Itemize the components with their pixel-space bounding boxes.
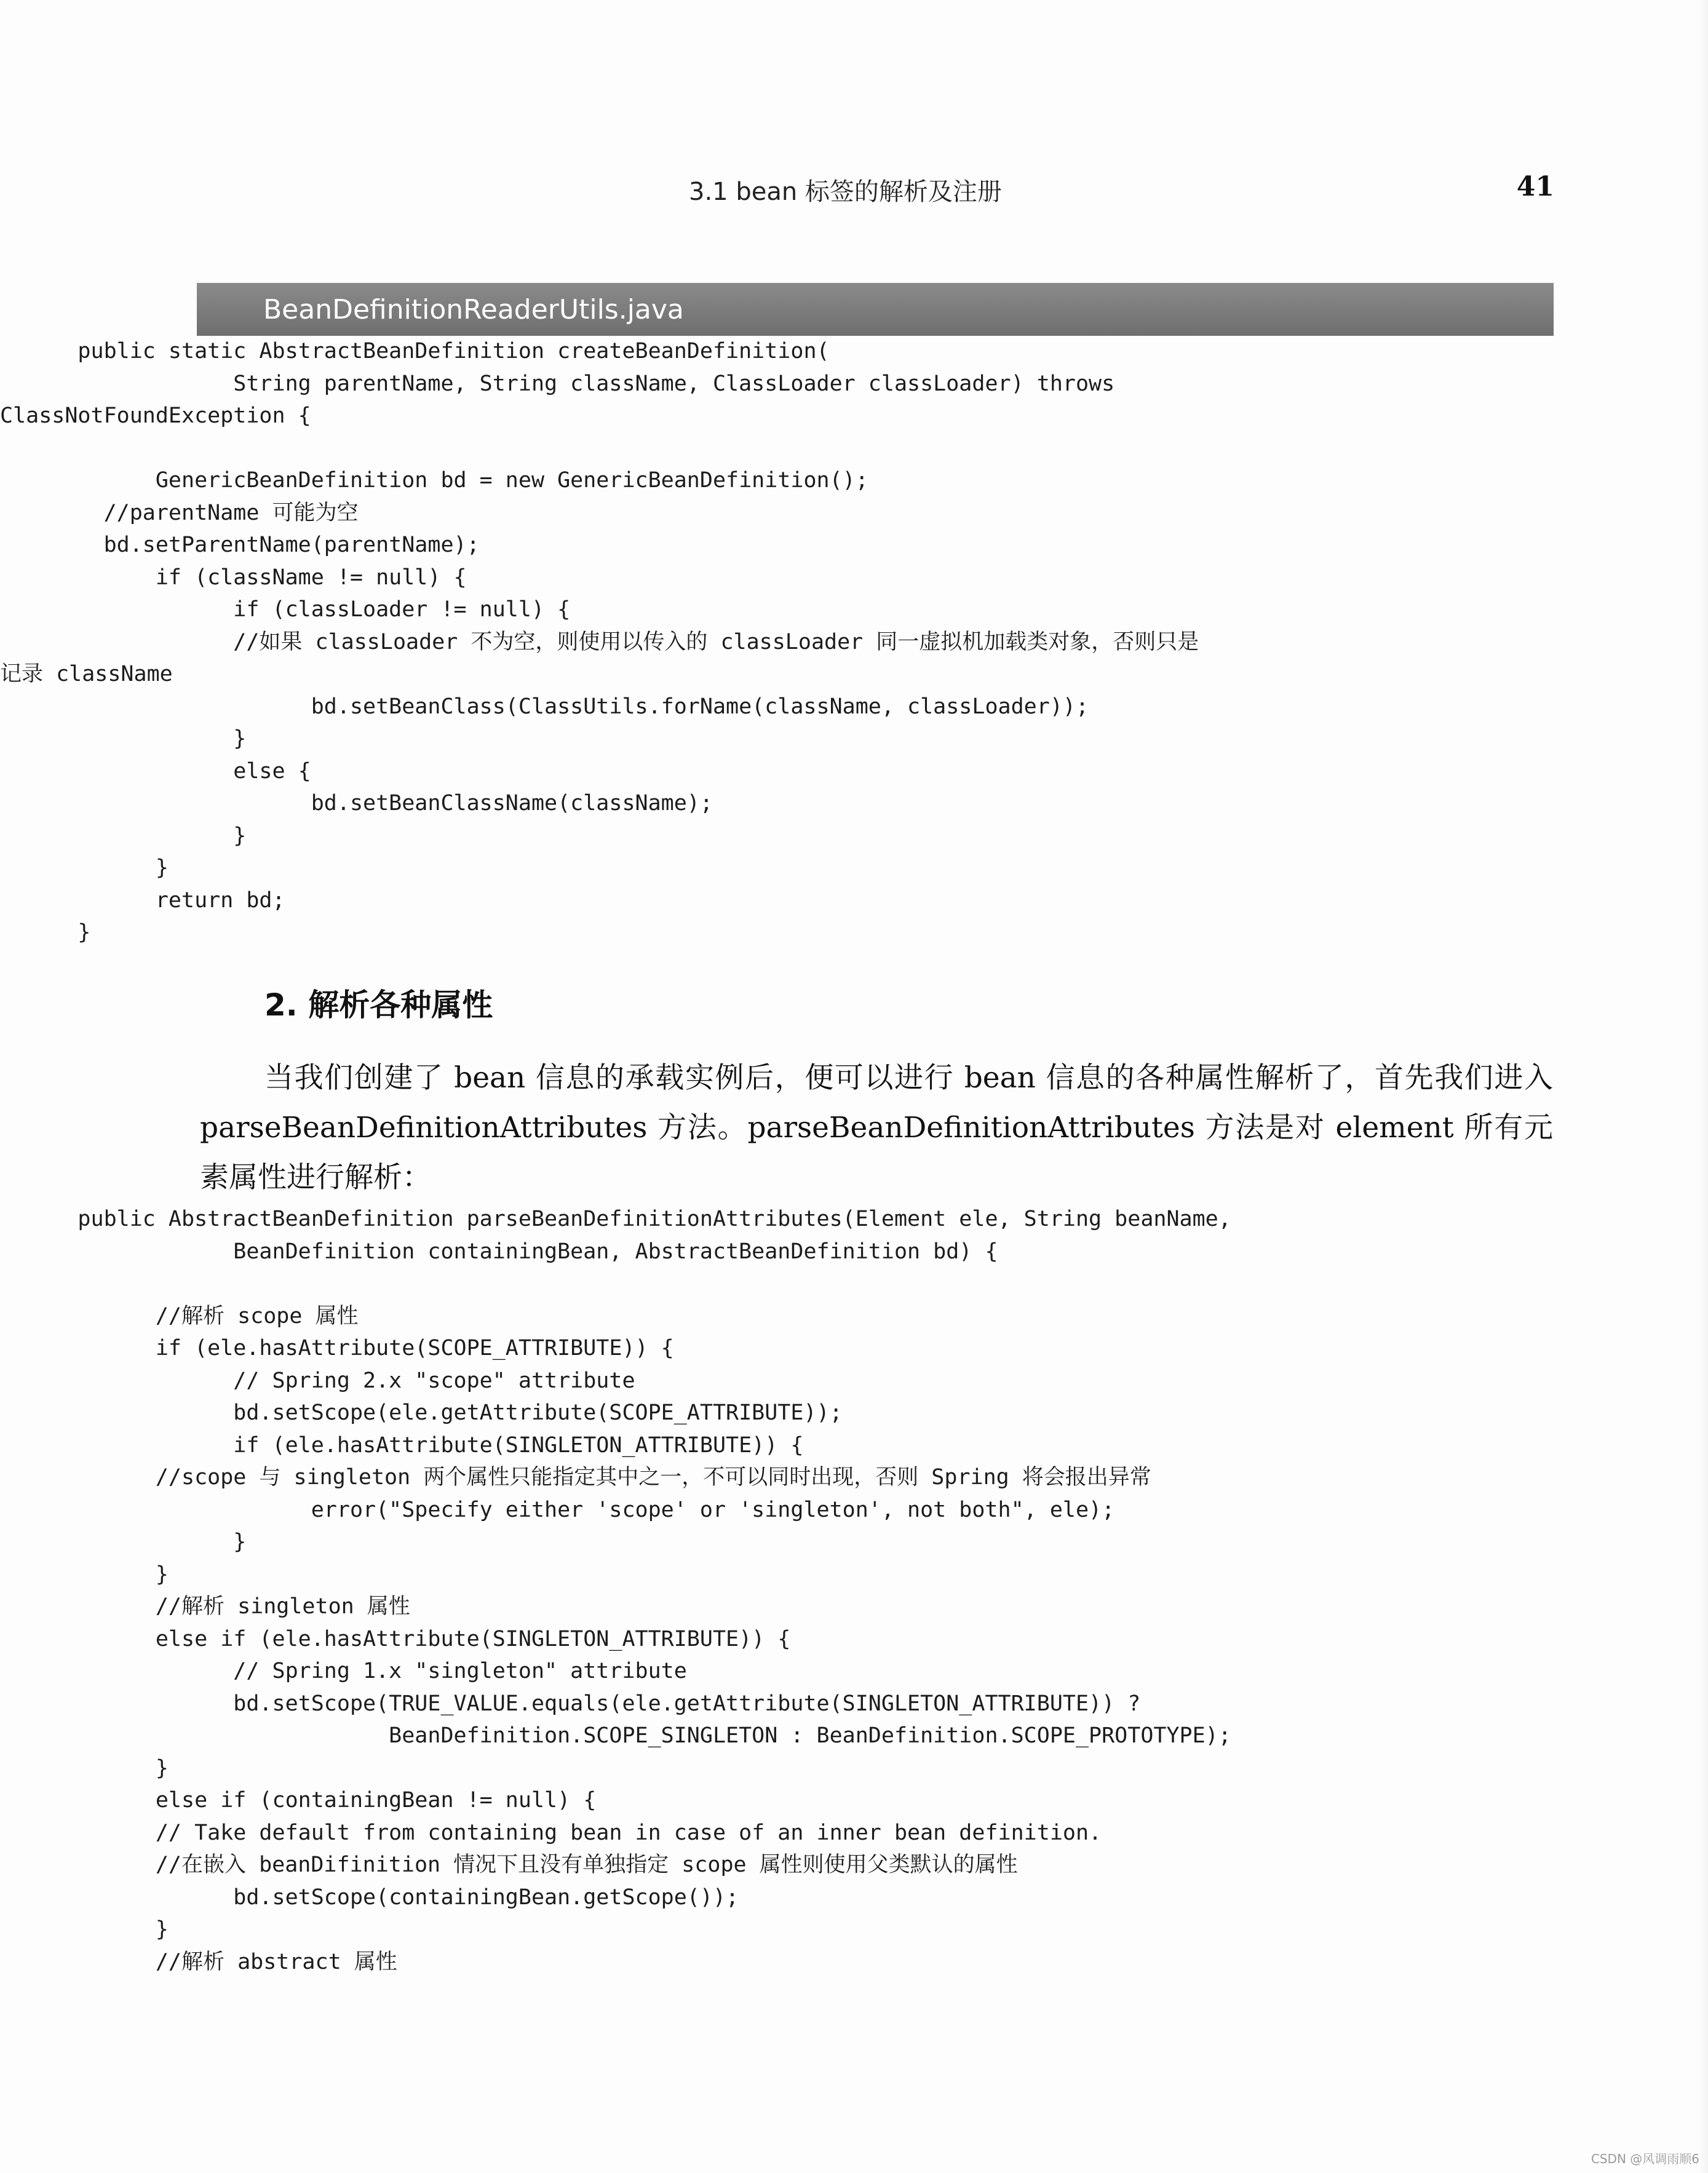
code-line: // Spring 2.x "scope" attribute — [0, 1368, 635, 1393]
code-line: bd.setScope(containingBean.getScope()); — [0, 1885, 739, 1910]
code-line: if (ele.hasAttribute(SCOPE_ATTRIBUTE)) { — [0, 1336, 674, 1361]
code-block-create-bean-definition — [0, 335, 1199, 949]
code-line: } — [0, 1562, 169, 1587]
code-line: error("Specify either 'scope' or 'singleton', not both", ele); — [0, 1497, 1115, 1522]
code-line: BeanDefinition containingBean, AbstractBeanDefinition bd) { — [0, 1239, 998, 1264]
code-line: //解析 abstract 属性 — [0, 1949, 397, 1974]
code-line: //解析 singleton 属性 — [0, 1594, 410, 1619]
code-line: public static AbstractBeanDefinition createBeanDefinition( — [0, 339, 830, 363]
code-line: } — [0, 726, 247, 751]
code-file-bar — [197, 283, 1554, 336]
section-heading: 2. 解析各种属性 — [264, 987, 493, 1023]
code-line — [0, 432, 1199, 465]
code-line: } — [0, 856, 169, 880]
code-line: //在嵌入 beanDifinition 情况下且没有单独指定 scope 属性则使用父类默认的属性 — [0, 1853, 1018, 1877]
code-line: ClassNotFoundException { — [0, 403, 311, 428]
code-line: else if (containingBean != null) { — [0, 1788, 597, 1813]
code-line — [0, 1268, 1231, 1300]
code-line: if (className != null) { — [0, 565, 467, 590]
page-edge-shadow — [1699, 0, 1708, 2173]
code-line: bd.setParentName(parentName); — [0, 533, 480, 557]
code-line: //解析 scope 属性 — [0, 1303, 359, 1329]
running-header-title: 3.1 bean 标签的解析及注册 — [689, 178, 1002, 206]
code-line: // Spring 1.x "singleton" attribute — [0, 1659, 687, 1683]
page-number: 41 — [1516, 171, 1554, 202]
code-line: // Take default from containing bean in case of an inner bean definition. — [0, 1820, 1102, 1845]
body-paragraph: 当我们创建了 bean 信息的承载实例后，便可以进行 bean 信息的各种属性解析了，首先我们进入 parseBeanDefinitionAttributes 方法。parseBeanDefinitionAttributes 方法是对 element 所有元素属性进行解析： — [200, 1061, 1553, 1194]
code-file-label: BeanDefinitionReaderUtils.java — [263, 294, 684, 325]
code-line: BeanDefinition.SCOPE_SINGLETON : BeanDefinition.SCOPE_PROTOTYPE); — [0, 1723, 1231, 1748]
code-line: if (ele.hasAttribute(SINGLETON_ATTRIBUTE)) { — [0, 1432, 804, 1458]
code-line: } — [0, 1917, 169, 1942]
code-line: } — [0, 1755, 169, 1781]
code-line: } — [0, 823, 247, 848]
code-line: //如果 classLoader 不为空，则使用以传入的 classLoader 同一虚拟机加载类对象，否则只是 — [0, 629, 1199, 654]
csdn-watermark: CSDN @风调雨顺6 — [1591, 2151, 1699, 2166]
code-line: bd.setBeanClassName(className); — [0, 791, 713, 816]
code-line: String parentName, String className, ClassLoader classLoader) throws — [0, 371, 1115, 396]
code-line: //parentName 可能为空 — [0, 500, 359, 525]
code-line: public AbstractBeanDefinition parseBeanDefinitionAttributes(Element ele, String beanName, — [0, 1207, 1231, 1231]
code-line: bd.setScope(ele.getAttribute(SCOPE_ATTRIBUTE)); — [0, 1400, 843, 1425]
code-line: if (classLoader != null) { — [0, 597, 571, 622]
code-line: 记录 className — [0, 662, 173, 686]
code-block-parse-attributes — [0, 1203, 1231, 1978]
code-line: } — [0, 920, 91, 945]
code-line: return bd; — [0, 888, 285, 913]
code-line: else { — [0, 758, 311, 784]
code-line: } — [0, 1530, 247, 1554]
code-line: bd.setBeanClass(ClassUtils.forName(className, classLoader)); — [0, 694, 1089, 719]
code-line: GenericBeanDefinition bd = new GenericBeanDefinition(); — [0, 468, 868, 493]
code-line: //scope 与 singleton 两个属性只能指定其中之一，不可以同时出现，否则 Spring 将会报出异常 — [0, 1465, 1151, 1490]
code-line: bd.setScope(TRUE_VALUE.equals(ele.getAttribute(SINGLETON_ATTRIBUTE)) ? — [0, 1691, 1141, 1716]
code-line: else if (ele.hasAttribute(SINGLETON_ATTRIBUTE)) { — [0, 1626, 791, 1651]
